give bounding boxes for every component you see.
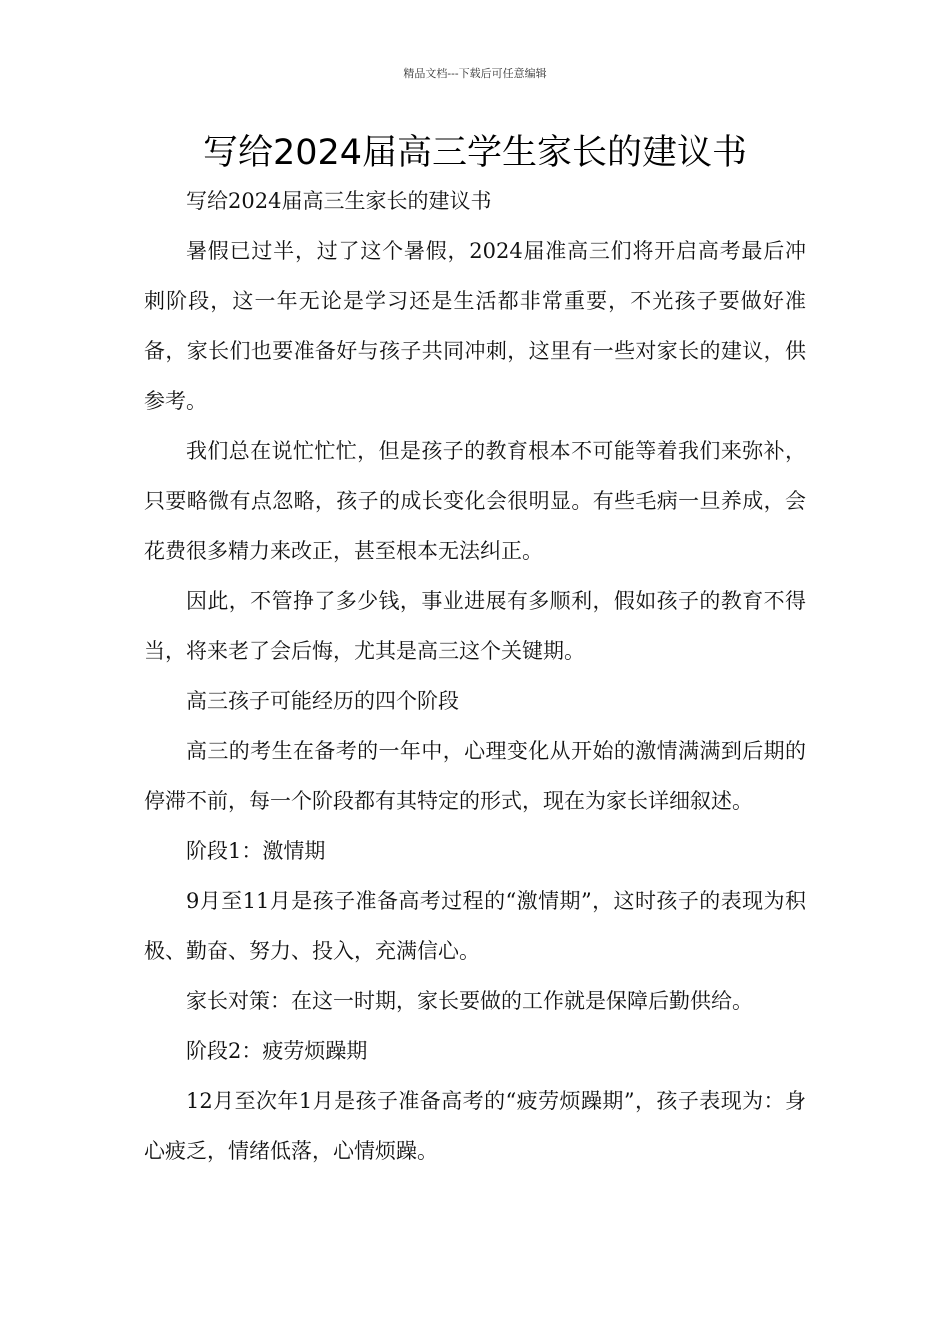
paragraph: 我们总在说忙忙忙，但是孩子的教育根本不可能等着我们来弥补，只要略微有点忽略，孩子的成长变化会很明显。有些毛病一旦养成，会花费很多精力来改正，甚至根本无法纠正。 (144, 439, 806, 563)
section-heading: 高三孩子可能经历的四个阶段 (186, 689, 459, 713)
paragraph: 9月至11月是孩子准备高考过程的“激情期”，这时孩子的表现为积极、勤奋、努力、投入，充满信心。 (144, 889, 806, 963)
paragraph: 12月至次年1月是孩子准备高考的“疲劳烦躁期”，孩子表现为：身心疲乏，情绪低落，心情烦躁。 (144, 1089, 806, 1163)
stage-heading: 阶段2：疲劳烦躁期 (186, 1039, 368, 1063)
paragraph: 高三的考生在备考的一年中，心理变化从开始的激情满满到后期的停滞不前，每一个阶段都有其特定的形式，现在为家长详细叙述。 (144, 739, 806, 813)
stage-heading: 阶段1：激情期 (186, 839, 326, 863)
paragraph: 家长对策：在这一时期，家长要做的工作就是保障后勤供给。 (186, 989, 753, 1013)
document-title: 写给2024届高三学生家长的建议书 (202, 133, 748, 173)
paragraph-subtitle: 写给2024届高三生家长的建议书 (186, 189, 492, 213)
document-body (144, 176, 806, 1176)
paragraph: 暑假已过半，过了这个暑假，2024届准高三们将开启高考最后冲刺阶段，这一年无论是学习还是生活都非常重要，不光孩子要做好准备，家长们也要准备好与孩子共同冲刺，这里有一些对家长的建议，供参考。 (144, 239, 806, 413)
page-header: 精品文档---下载后可任意编辑 (403, 67, 547, 80)
paragraph: 因此，不管挣了多少钱，事业进展有多顺利，假如孩子的教育不得当，将来老了会后悔，尤其是高三这个关键期。 (144, 589, 806, 663)
